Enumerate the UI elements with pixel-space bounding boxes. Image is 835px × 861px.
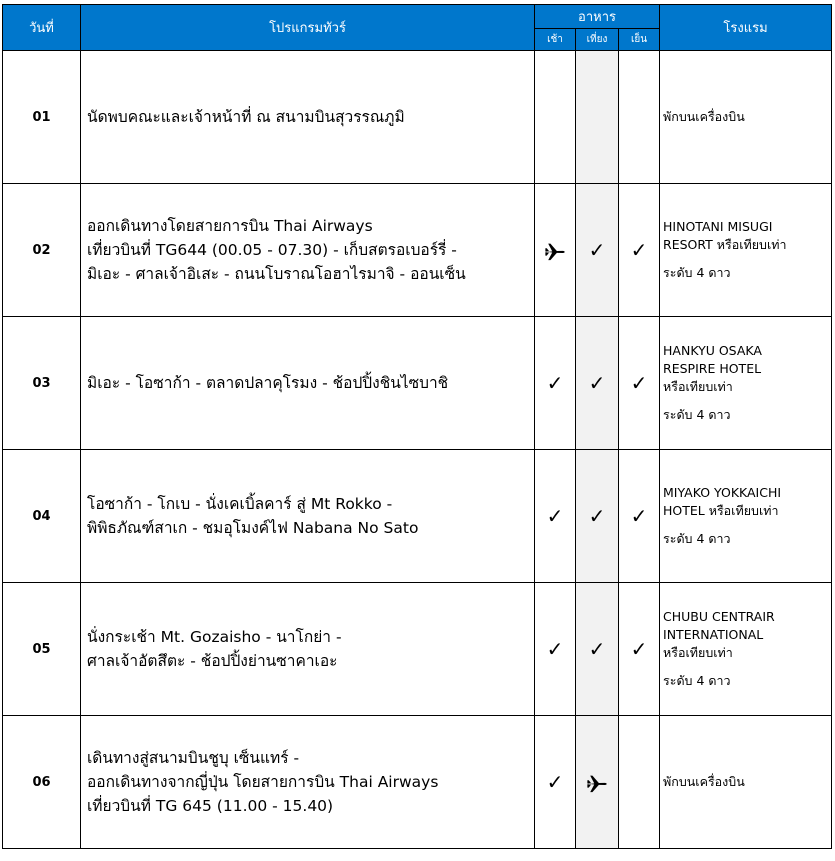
hotel-cell <box>660 317 832 450</box>
hotel-rating: ระดับ 4 ดาว <box>663 407 731 422</box>
program-cell <box>81 51 535 184</box>
hotel-name-line: MIYAKO YOKKAICHI <box>663 485 782 500</box>
program-line: พิพิธภัณฑ์สาเก - ชมอุโมงค์ไฟ Nabana No Sato <box>87 519 419 537</box>
hotel-name-line: CHUBU CENTRAIR <box>663 609 775 624</box>
program-line: ออกเดินทางจากญี่ปุ่น โดยสายการบิน Thai Airways <box>87 773 439 791</box>
program-line: ออกเดินทางโดยสายการบิน Thai Airways <box>87 217 373 235</box>
program-line: เดินทางสู่สนามบินชูบุ เซ็นแทร์ - <box>87 749 300 767</box>
meal-lunch: ✓ <box>576 450 619 583</box>
program-line: โอซาก้า - โกเบ - นั่งเคเบิ้ลคาร์ สู่ Mt Rokko - <box>87 495 393 513</box>
hotel-name-line: RESORT หรือเทียบเท่า <box>663 237 787 252</box>
meal-breakfast: ✓ <box>535 317 576 450</box>
hotel-name-line: หรือเทียบเท่า <box>663 379 733 394</box>
day-number: 01 <box>3 51 81 184</box>
itinerary-table <box>2 4 832 849</box>
meal-breakfast: ✓ <box>535 716 576 849</box>
program-cell <box>81 583 535 716</box>
program-line: นั่งกระเช้า Mt. Gozaisho - นาโกย่า - <box>87 628 342 646</box>
table-row <box>3 317 832 450</box>
hotel-cell <box>660 51 832 184</box>
program-cell <box>81 450 535 583</box>
table-row <box>3 184 832 317</box>
hotel-name-line: INTERNATIONAL <box>663 627 764 642</box>
hotel-name-line: HINOTANI MISUGI <box>663 219 773 234</box>
hotel-rating: ระดับ 4 ดาว <box>663 265 731 280</box>
program-cell <box>81 716 535 849</box>
program-line: มิเอะ - โอซาก้า - ตลาดปลาคุโรมง - ช้อปปิ้งชินไซบาชิ <box>87 374 449 392</box>
program-line: นัดพบคณะและเจ้าหน้าที่ ณ สนามบินสุวรรณภูมิ <box>87 108 405 126</box>
meal-lunch: ✓ <box>576 184 619 317</box>
meal-breakfast <box>535 51 576 184</box>
hotel-cell <box>660 184 832 317</box>
header-meals: อาหาร <box>535 5 660 29</box>
program-line: ศาลเจ้าอัตสึตะ - ช้อปปิ้งย่านซาคาเอะ <box>87 652 338 670</box>
meal-dinner: ✓ <box>619 450 660 583</box>
hotel-name-line: RESPIRE HOTEL <box>663 361 762 376</box>
hotel-name-line: หรือเทียบเท่า <box>663 645 733 660</box>
meal-dinner: ✓ <box>619 184 660 317</box>
meal-breakfast: ✓ <box>535 450 576 583</box>
table-row <box>3 450 832 583</box>
program-line: มิเอะ - ศาลเจ้าอิเสะ - ถนนโบราณโอฮาไรมาจิ - ออนเซ็น <box>87 265 466 283</box>
day-number: 05 <box>3 583 81 716</box>
itinerary-rows <box>3 51 832 849</box>
airplane-icon <box>544 240 566 262</box>
program-line: เที่ยวบินที่ TG644 (00.05 - 07.30) - เก็บสตรอเบอร์รี่ - <box>87 241 457 259</box>
meal-lunch <box>576 51 619 184</box>
hotel-rating: ระดับ 4 ดาว <box>663 673 731 688</box>
meal-lunch: ✓ <box>576 583 619 716</box>
hotel-rating: ระดับ 4 ดาว <box>663 531 731 546</box>
hotel-name-line: พักบนเครื่องบิน <box>663 774 745 789</box>
day-number: 04 <box>3 450 81 583</box>
meal-dinner <box>619 51 660 184</box>
header-program: โปรแกรมทัวร์ <box>81 5 535 51</box>
hotel-cell <box>660 450 832 583</box>
table-row <box>3 51 832 184</box>
header-day: วันที่ <box>3 5 81 51</box>
airplane-icon <box>586 772 608 794</box>
meal-dinner: ✓ <box>619 317 660 450</box>
hotel-name-line: HANKYU OSAKA <box>663 343 762 358</box>
table-row <box>3 716 832 849</box>
header-lunch: เที่ยง <box>576 29 619 51</box>
meal-lunch: ✓ <box>576 317 619 450</box>
hotel-name-line: HOTEL หรือเทียบเท่า <box>663 503 779 518</box>
hotel-name-line: พักบนเครื่องบิน <box>663 109 745 124</box>
header-hotel: โรงแรม <box>660 5 832 51</box>
hotel-cell <box>660 716 832 849</box>
meal-lunch <box>576 716 619 849</box>
day-number: 06 <box>3 716 81 849</box>
meal-dinner: ✓ <box>619 583 660 716</box>
header-breakfast: เช้า <box>535 29 576 51</box>
hotel-cell <box>660 583 832 716</box>
meal-breakfast <box>535 184 576 317</box>
table-row <box>3 583 832 716</box>
day-number: 03 <box>3 317 81 450</box>
meal-breakfast: ✓ <box>535 583 576 716</box>
meal-dinner <box>619 716 660 849</box>
program-cell <box>81 317 535 450</box>
header-dinner: เย็น <box>619 29 660 51</box>
program-line: เที่ยวบินที่ TG 645 (11.00 - 15.40) <box>87 797 334 815</box>
program-cell <box>81 184 535 317</box>
day-number: 02 <box>3 184 81 317</box>
